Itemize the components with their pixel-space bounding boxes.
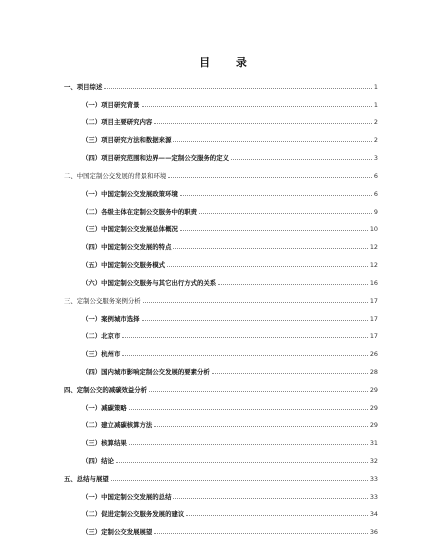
toc-chapter-entry[interactable]: [64, 471, 378, 483]
toc-page-number: 32: [369, 457, 378, 465]
toc-entry-title: 二、中国定制公交发展的背景和环境: [64, 172, 167, 180]
dot-leader: [111, 480, 368, 481]
toc-section-entry[interactable]: [82, 132, 378, 144]
toc-entry-title: 一、项目综述: [64, 83, 103, 91]
toc-entry-title: （四）中国定制公交发展的特点: [82, 243, 172, 251]
toc-page-number: 26: [369, 350, 378, 358]
toc-entry-title: （一）项目研究背景: [82, 101, 140, 109]
toc-entry-title: （四）项目研究范围和边界——定制公交服务的定义: [82, 154, 229, 162]
toc-page-number: 36: [369, 528, 378, 536]
toc-section-entry[interactable]: [82, 204, 378, 216]
dot-leader: [104, 88, 372, 89]
toc-entry-title: 五、总结与展望: [64, 475, 109, 483]
toc-page-number: 17: [369, 315, 378, 323]
toc-entry-title: （二）各级主体在定制公交服务中的职责: [82, 208, 198, 216]
dot-leader: [154, 123, 372, 124]
dot-leader: [122, 355, 368, 356]
toc-section-entry[interactable]: [82, 275, 378, 287]
toc-page-number: 28: [369, 368, 378, 376]
toc-page-number: 1: [373, 101, 378, 109]
dot-leader: [167, 266, 368, 267]
toc-entry-title: （三）杭州市: [82, 350, 121, 358]
toc-page-number: 10: [369, 225, 378, 233]
dot-leader: [180, 230, 368, 231]
toc-page-number: 12: [369, 261, 378, 269]
toc-entry-title: （二）促进定制公交服务发展的建议: [82, 510, 185, 518]
toc-section-entry[interactable]: [82, 311, 378, 323]
dot-leader: [173, 141, 371, 142]
toc-section-entry[interactable]: [82, 150, 378, 162]
dot-leader: [173, 248, 367, 249]
dot-leader: [218, 284, 368, 285]
toc-section-entry[interactable]: [82, 328, 378, 340]
toc-section-entry[interactable]: [82, 346, 378, 358]
toc-page-number: 1: [373, 83, 378, 91]
toc-entry-title: 三、定制公交服务案例分析: [64, 297, 141, 305]
dot-leader: [231, 159, 372, 160]
dot-leader: [199, 213, 372, 214]
toc-page-number: 34: [369, 510, 378, 518]
toc-page-number: 17: [369, 332, 378, 340]
toc-page-number: 29: [369, 404, 378, 412]
toc-entry-title: （三）中国定制公交发展总体概况: [82, 225, 178, 233]
toc-section-entry[interactable]: [82, 524, 378, 536]
toc-entry-title: （一）案例城市选择: [82, 315, 140, 323]
toc-entry-title: （五）中国定制公交服务模式: [82, 261, 166, 269]
dot-leader: [154, 426, 368, 427]
dot-leader: [116, 462, 368, 463]
toc-section-entry[interactable]: [82, 186, 378, 198]
toc-entry-title: （三）定制公交发展展望: [82, 528, 153, 536]
toc-page-number: 2: [373, 136, 378, 144]
toc-section-entry[interactable]: [82, 97, 378, 109]
toc-chapter-entry[interactable]: [64, 79, 378, 91]
dot-leader: [168, 177, 372, 178]
toc-chapter-entry[interactable]: [64, 382, 378, 394]
toc-entry-title: （二）北京市: [82, 332, 121, 340]
toc-page-number: 6: [373, 172, 378, 180]
toc-chapter-entry[interactable]: [64, 293, 378, 305]
toc-section-entry[interactable]: [82, 257, 378, 269]
toc-entry-title: （一）中国定制公交发展的总结: [82, 493, 172, 501]
toc-section-entry[interactable]: [82, 435, 378, 447]
toc-chapter-entry[interactable]: [64, 168, 378, 180]
dot-leader: [154, 533, 368, 534]
toc-entry-title: （一）中国定制公交发展政策环境: [82, 190, 178, 198]
dot-leader: [143, 302, 368, 303]
toc-entry-title: 四、定制公交的减碳效益分析: [64, 386, 148, 394]
toc-page-number: 33: [369, 475, 378, 483]
toc-page-number: 29: [369, 421, 378, 429]
toc-section-entry[interactable]: [82, 239, 378, 251]
toc-title: 目 录: [199, 56, 258, 69]
toc-section-entry[interactable]: [82, 417, 378, 429]
toc-page-number: 12: [369, 243, 378, 251]
toc-section-entry[interactable]: [82, 400, 378, 412]
toc-section-entry[interactable]: [82, 489, 378, 501]
dot-leader: [122, 337, 368, 338]
dot-leader: [180, 195, 372, 196]
toc-page-number: 31: [369, 439, 378, 447]
toc-entry-title: （六）中国定制公交服务与其它出行方式的关系: [82, 279, 217, 287]
dot-leader: [186, 515, 368, 516]
toc-page-number: 33: [369, 493, 378, 501]
toc-entry-title: （二）项目主要研究内容: [82, 118, 153, 126]
toc-section-entry[interactable]: [82, 114, 378, 126]
dot-leader: [129, 444, 368, 445]
toc-page-number: 2: [373, 118, 378, 126]
toc-section-entry[interactable]: [82, 453, 378, 465]
toc-page-number: 9: [373, 208, 378, 216]
toc-entry-title: （四）结论: [82, 457, 114, 465]
dot-leader: [173, 498, 367, 499]
toc-entry-title: （三）核算结果: [82, 439, 127, 447]
toc-entry-title: （三）项目研究方法和数据来源: [82, 136, 172, 144]
toc-entry-title: （一）减碳策略: [82, 404, 127, 412]
toc-section-entry[interactable]: [82, 221, 378, 233]
dot-leader: [129, 409, 368, 410]
toc-page-number: 16: [369, 279, 378, 287]
toc-page-number: 17: [369, 297, 378, 305]
toc-page-number: 3: [373, 154, 378, 162]
dot-leader: [212, 373, 368, 374]
toc-entry-title: （四）国内城市影响定制公交发展的要素分析: [82, 368, 210, 376]
toc-section-entry[interactable]: [82, 506, 378, 518]
dot-leader: [142, 106, 372, 107]
dot-leader: [142, 320, 368, 321]
toc-page-number: 6: [373, 190, 378, 198]
toc-page-number: 29: [369, 386, 378, 394]
toc-entry-title: （二）建立减碳核算方法: [82, 421, 153, 429]
dot-leader: [149, 391, 368, 392]
toc-section-entry[interactable]: [82, 364, 378, 376]
